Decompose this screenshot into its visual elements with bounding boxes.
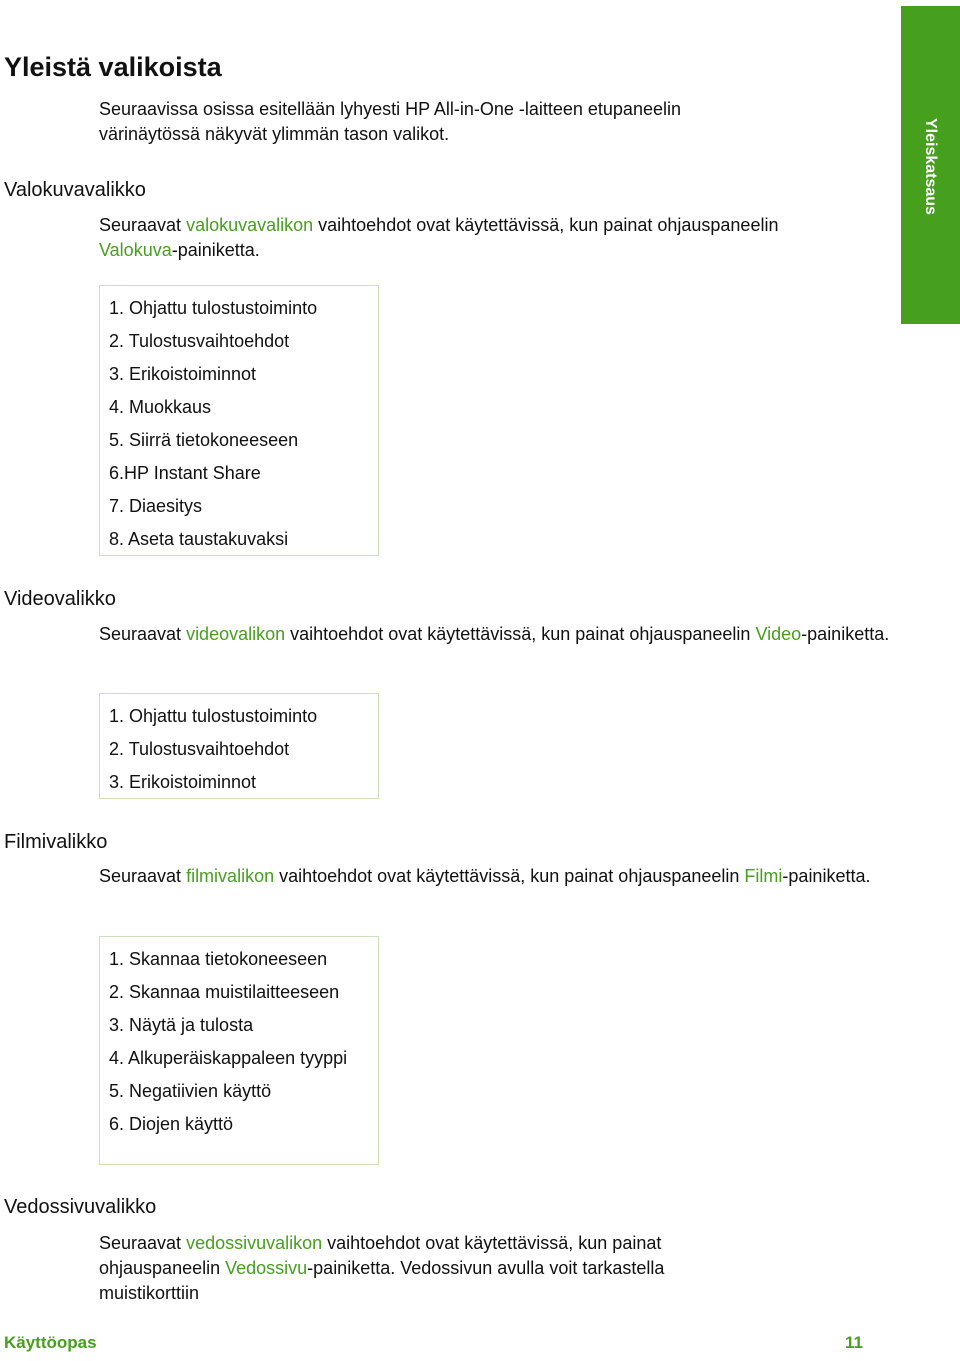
side-tab-label: Yleiskatsaus bbox=[922, 118, 939, 215]
proof-menu-heading: Vedossivuvalikko bbox=[4, 1196, 157, 1218]
list-item: 4. Alkuperäiskappaleen tyyppi bbox=[109, 1048, 348, 1068]
text: vaihtoehdot ovat käytettävissä, kun painat ohjauspaneelin bbox=[99, 1233, 662, 1278]
proof-menu-term: vedossivuvalikon bbox=[186, 1233, 323, 1253]
photo-menu-heading: Valokuvavalikko bbox=[4, 179, 146, 201]
text: Seuraavat bbox=[99, 215, 187, 235]
text: vaihtoehdot ovat käytettävissä, kun painat ohjauspaneelin bbox=[313, 215, 779, 235]
list-item: 8. Aseta taustakuvaksi bbox=[109, 529, 289, 549]
intro-paragraph: Seuraavissa osissa esitellään lyhyesti HP All-in-One -laitteen etupaneelin värinäytössä näkyvät ylimmän tason valikot. bbox=[99, 99, 681, 144]
list-item: 6. Diojen käyttö bbox=[109, 1114, 234, 1134]
list-item: 3. Näytä ja tulosta bbox=[109, 1015, 254, 1035]
list-item: 2. Skannaa muistilaitteeseen bbox=[109, 982, 340, 1002]
film-button-term: Filmi bbox=[744, 866, 783, 886]
text: Seuraavat bbox=[99, 624, 187, 644]
text: vaihtoehdot ovat käytettävissä, kun painat ohjauspaneelin bbox=[285, 624, 756, 644]
proof-button-term: Vedossivu bbox=[225, 1258, 308, 1278]
list-item: 5. Siirrä tietokoneeseen bbox=[109, 430, 299, 450]
list-item: 1. Ohjattu tulostustoiminto bbox=[109, 706, 318, 726]
video-menu-heading: Videovalikko bbox=[4, 588, 116, 610]
list-item: 1. Skannaa tietokoneeseen bbox=[109, 949, 328, 969]
photo-button-term: Valokuva bbox=[99, 240, 172, 260]
list-item: 3. Erikoistoiminnot bbox=[109, 772, 257, 792]
text: vaihtoehdot ovat käytettävissä, kun painat ohjauspaneelin bbox=[274, 866, 745, 886]
list-item: 7. Diaesitys bbox=[109, 496, 203, 516]
list-item: 1. Ohjattu tulostustoiminto bbox=[109, 298, 318, 318]
video-button-term: Video bbox=[755, 624, 802, 644]
list-item: 5. Negatiivien käyttö bbox=[109, 1081, 272, 1101]
list-item: 6.HP Instant Share bbox=[109, 463, 261, 483]
film-menu-description bbox=[99, 864, 899, 889]
video-menu-term: videovalikon bbox=[186, 624, 286, 644]
text: -painiketta. bbox=[801, 624, 890, 644]
list-item: 2. Tulostusvaihtoehdot bbox=[109, 739, 290, 759]
text: -painiketta. Vedossivun avulla voit tarkastella muistikorttiin bbox=[99, 1258, 665, 1303]
page-title: Yleistä valikoista bbox=[4, 52, 222, 82]
list-item: 3. Erikoistoiminnot bbox=[109, 364, 257, 384]
page-number: 11 bbox=[845, 1333, 863, 1352]
text: Seuraavat bbox=[99, 1233, 187, 1253]
list-item: 4. Muokkaus bbox=[109, 397, 212, 417]
proof-menu-description bbox=[99, 1231, 769, 1306]
video-menu-description bbox=[99, 622, 899, 647]
film-menu-heading: Filmivalikko bbox=[4, 831, 108, 853]
photo-menu-list bbox=[99, 285, 379, 556]
text: -painiketta. bbox=[782, 866, 871, 886]
photo-menu-term: valokuvavalikon bbox=[186, 215, 314, 235]
text: -painiketta. bbox=[171, 240, 260, 260]
list-item: 2. Tulostusvaihtoehdot bbox=[109, 331, 290, 351]
footer-guide-label: Käyttöopas bbox=[4, 1333, 97, 1352]
video-menu-list bbox=[99, 693, 379, 799]
film-menu-list bbox=[99, 936, 379, 1165]
text: Seuraavat bbox=[99, 866, 187, 886]
photo-menu-description bbox=[99, 213, 779, 263]
section-side-tab bbox=[901, 6, 960, 324]
film-menu-term: filmivalikon bbox=[186, 866, 275, 886]
